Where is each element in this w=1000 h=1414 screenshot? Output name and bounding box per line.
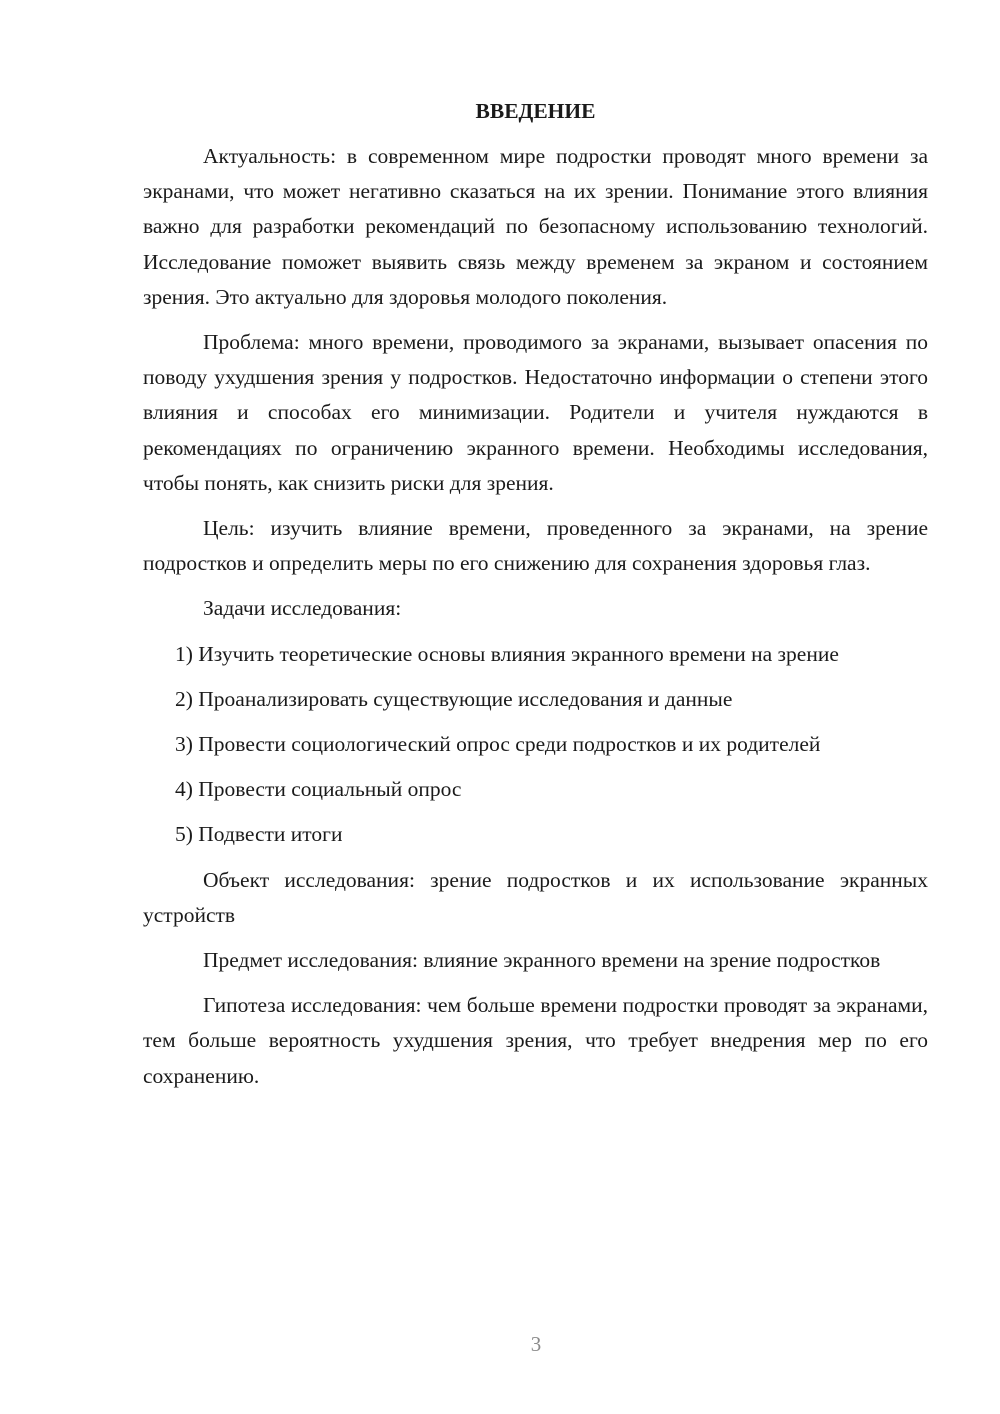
task-item-1: 1) Изучить теоретические основы влияния экранного времени на зрение bbox=[175, 641, 839, 666]
page-title: ВВЕДЕНИЕ bbox=[475, 99, 596, 123]
problem-paragraph: Проблема: много времени, проводимого за экранами, вызывает опасения по поводу ухудшения зрения у подростков. Недостаточно информации о степени этого влияния и способах его минимизации. Родители и учителя нуждаются в рекомендациях по ограничению экранного времени. Необходимы исследования, чтобы понять, как снизить риски для зрения. bbox=[143, 330, 928, 495]
tasks-heading: Задачи исследования: bbox=[203, 596, 402, 621]
task-item-4: 4) Провести социальный опрос bbox=[175, 777, 462, 802]
object-paragraph: Объект исследования: зрение подростков и их использование экранных устройств bbox=[143, 867, 928, 927]
task-item-2: 2) Проанализировать существующие исследования и данные bbox=[175, 686, 733, 711]
task-item-5: 5) Подвести итоги bbox=[175, 822, 343, 847]
goal-paragraph: Цель: изучить влияние времени, проведенного за экранами, на зрение подростков и определить меры по его снижению для сохранения здоровья глаз. bbox=[143, 516, 928, 576]
document-body bbox=[143, 94, 928, 1104]
task-item-3: 3) Провести социологический опрос среди подростков и их родителей bbox=[175, 732, 821, 757]
relevance-paragraph: Актуальность: в современном мире подростки проводят много времени за экранами, что может негативно сказаться на их зрении. Понимание этого влияния важно для разработки рекомендаций по безопасному использованию технологий. Исследование поможет выявить связь между временем за экраном и состоянием зрения. Это актуально для здоровья молодого поколения. bbox=[143, 144, 928, 309]
subject-paragraph: Предмет исследования: влияние экранного времени на зрение подростков bbox=[203, 948, 881, 973]
page-number: 3 bbox=[530, 1332, 542, 1356]
hypothesis-paragraph: Гипотеза исследования: чем больше времени подростки проводят за экранами, тем больше вероятность ухудшения зрения, что требует внедрения мер по его сохранению. bbox=[143, 993, 928, 1088]
